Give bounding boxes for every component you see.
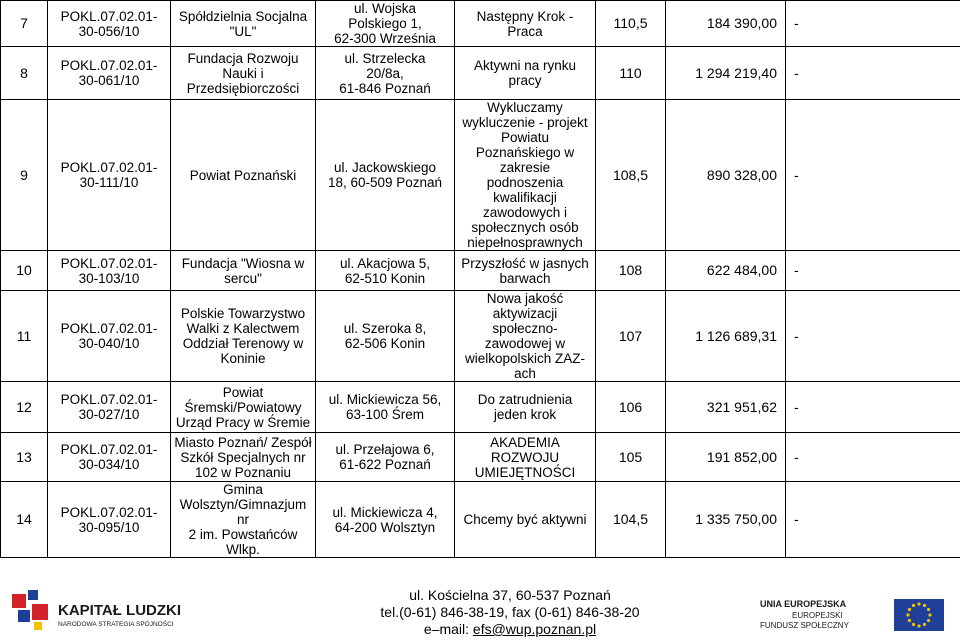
eu-flag-icon bbox=[894, 599, 944, 631]
applicant-name-line: Śremski/Powiatowy bbox=[184, 399, 302, 415]
applicant-name bbox=[171, 251, 316, 291]
project-title-line: AKADEMIA bbox=[490, 434, 560, 450]
applicant-name-line: Wolsztyn/Gimnazjum nr bbox=[179, 497, 307, 527]
project-code bbox=[48, 251, 171, 291]
project-title bbox=[455, 482, 596, 558]
footer-email-link[interactable]: efs@wup.poznan.pl bbox=[472, 621, 597, 637]
project-title bbox=[455, 1, 596, 47]
eu-star-icon bbox=[908, 619, 911, 622]
eu-logo-graphic bbox=[760, 597, 950, 633]
applicant-address-line: ul. Jackowskiego bbox=[333, 160, 437, 175]
project-code-line: 30-027/10 bbox=[78, 407, 140, 422]
eu-star-icon bbox=[912, 623, 915, 626]
row-number: 9 bbox=[1, 100, 48, 251]
eu-logo-line3: FUNDUSZ SPOŁECZNY bbox=[760, 621, 849, 630]
applicant-address bbox=[316, 251, 455, 291]
applicant-name bbox=[171, 382, 316, 433]
project-title-line: Nowa jakość bbox=[486, 291, 564, 306]
applicant-address-line: 61-622 Poznań bbox=[339, 457, 431, 472]
project-code bbox=[48, 100, 171, 251]
eu-star-icon bbox=[927, 619, 930, 622]
project-code-line: POKL.07.02.01- bbox=[60, 160, 158, 175]
eu-logo-line1: UNIA EUROPEJSKA bbox=[760, 599, 847, 609]
project-title-line: zakresie bbox=[499, 160, 551, 175]
row-number: 10 bbox=[1, 251, 48, 291]
applicant-address-line: ul. Szeroka 8, bbox=[343, 321, 427, 336]
applicant-address-line: 62-506 Konin bbox=[344, 336, 426, 351]
eu-star-icon bbox=[923, 623, 926, 626]
row-number: 14 bbox=[1, 482, 48, 558]
funding-amount: 890 328,00 bbox=[666, 100, 786, 251]
applicant-address-line: ul. Strzelecka bbox=[344, 50, 426, 66]
project-title bbox=[455, 382, 596, 433]
status-dash: - bbox=[786, 1, 960, 47]
footer-email-line bbox=[300, 621, 720, 637]
project-code-line: POKL.07.02.01- bbox=[60, 442, 158, 457]
project-title bbox=[455, 100, 596, 251]
applicant-address-line: ul. Mickiewicza 4, bbox=[332, 504, 438, 520]
project-title-line: społeczno- bbox=[492, 321, 558, 336]
applicant-name-line: Polskie Towarzystwo bbox=[180, 306, 306, 321]
funding-amount: 184 390,00 bbox=[666, 1, 786, 47]
eu-star-icon bbox=[928, 613, 931, 616]
project-title-line: Do zatrudnienia bbox=[477, 392, 573, 407]
project-code-line: 30-111/10 bbox=[79, 175, 139, 190]
project-title-line: zawodowych i bbox=[482, 205, 568, 220]
applicant-address-line: 63-100 Śrem bbox=[345, 407, 425, 422]
eu-logo-line2: EUROPEJSKI bbox=[792, 611, 843, 620]
applicant-name-line: Spółdzielnia Socjalna bbox=[178, 8, 308, 24]
status-dash: - bbox=[786, 251, 960, 291]
applicant-address-line: 62-510 Konin bbox=[344, 270, 426, 286]
applicant-address-line: Polskiego 1, bbox=[348, 16, 422, 31]
applicant-name-line: Gmina bbox=[223, 482, 263, 497]
project-code bbox=[48, 291, 171, 382]
project-code-line: POKL.07.02.01- bbox=[60, 58, 158, 73]
project-title-line: wykluczenie - projekt bbox=[462, 115, 588, 130]
applicant-name-line: 102 w Poznaniu bbox=[194, 464, 292, 480]
funding-amount: 622 484,00 bbox=[666, 251, 786, 291]
project-code bbox=[48, 433, 171, 482]
kapital-ludzki-logo bbox=[10, 588, 190, 634]
applicant-name-line: Szkół Specjalnych nr bbox=[180, 449, 306, 465]
applicant-address bbox=[316, 1, 455, 47]
applicant-address-line: ul. Przełajowa 6, bbox=[335, 442, 435, 457]
eu-star-icon bbox=[908, 608, 911, 611]
status-dash: - bbox=[786, 100, 960, 251]
project-title bbox=[455, 251, 596, 291]
applicant-name bbox=[171, 100, 316, 251]
applicant-name-line: "UL" bbox=[229, 23, 257, 39]
applicant-name bbox=[171, 482, 316, 558]
applicant-address bbox=[316, 100, 455, 251]
points-score: 105 bbox=[596, 433, 666, 482]
applicant-name-line: Powiat bbox=[222, 384, 264, 400]
table-row bbox=[1, 251, 960, 291]
project-title-line: UMIEJĘTNOŚCI bbox=[474, 464, 576, 480]
eu-star-icon bbox=[912, 604, 915, 607]
points-score: 104,5 bbox=[596, 482, 666, 558]
applicant-name bbox=[171, 1, 316, 47]
project-code bbox=[48, 482, 171, 558]
applicant-address-line: ul. Wojska bbox=[353, 1, 417, 16]
project-title bbox=[455, 47, 596, 100]
applicant-name-line: Wlkp. bbox=[226, 542, 260, 557]
project-title-line: aktywizacji bbox=[492, 306, 558, 321]
eu-star-icon bbox=[906, 613, 909, 616]
funding-amount: 1 335 750,00 bbox=[666, 482, 786, 558]
status-dash: - bbox=[786, 47, 960, 100]
table-row bbox=[1, 482, 960, 558]
project-code-line: 30-040/10 bbox=[78, 336, 140, 351]
funding-amount: 1 294 219,40 bbox=[666, 47, 786, 100]
applicant-name-line: Koninie bbox=[220, 351, 266, 366]
points-score: 110,5 bbox=[596, 1, 666, 47]
applicant-name-line: sercu" bbox=[224, 270, 262, 286]
table-row bbox=[1, 382, 960, 433]
applicant-name bbox=[171, 433, 316, 482]
project-code-line: POKL.07.02.01- bbox=[60, 504, 158, 520]
project-code-line: POKL.07.02.01- bbox=[60, 392, 158, 407]
funding-amount: 191 852,00 bbox=[666, 433, 786, 482]
funding-amount: 321 951,62 bbox=[666, 382, 786, 433]
footer-address: ul. Kościelna 37, 60-537 Poznań bbox=[409, 587, 611, 603]
applicant-address-line: ul. Mickiewicza 56, bbox=[328, 392, 442, 407]
eu-star-icon bbox=[917, 602, 920, 605]
project-title-line: Przyszłość w jasnych bbox=[461, 255, 589, 271]
project-title-line: Praca bbox=[507, 23, 543, 39]
kl-logo-subtitle: NARODOWA STRATEGIA SPÓJNOŚCI bbox=[58, 621, 174, 628]
table-row bbox=[1, 47, 960, 100]
project-code-line: POKL.07.02.01- bbox=[60, 8, 158, 24]
applicant-name-line: Oddział Terenowy w bbox=[182, 336, 304, 351]
row-number: 13 bbox=[1, 433, 48, 482]
applicant-name-line: Fundacja "Wiosna w bbox=[181, 255, 305, 271]
project-title-line: ROZWOJU bbox=[490, 449, 560, 465]
applicant-address-line: 18, 60-509 Poznań bbox=[327, 175, 443, 190]
project-title-line: wielkopolskich ZAZ- bbox=[464, 351, 586, 366]
eu-star-icon bbox=[923, 604, 926, 607]
points-score: 106 bbox=[596, 382, 666, 433]
project-code bbox=[48, 1, 171, 47]
applicant-address bbox=[316, 382, 455, 433]
eu-logo bbox=[760, 597, 950, 633]
kl-logo-title: KAPITAŁ LUDZKI bbox=[58, 602, 182, 619]
applicant-name-line: Miasto Poznań/ Zespół bbox=[174, 434, 312, 450]
row-number: 11 bbox=[1, 291, 48, 382]
applicant-name-line: 2 im. Powstańców bbox=[188, 527, 298, 542]
applicant-name-line: Nauki i bbox=[222, 65, 264, 81]
project-title-line: społecznych osób bbox=[471, 220, 579, 235]
project-title-line: Powiatu bbox=[500, 130, 550, 145]
points-score: 108 bbox=[596, 251, 666, 291]
project-title-line: Poznańskiego w bbox=[475, 145, 575, 160]
footer-phone-fax: tel.(0-61) 846-38-19, fax (0-61) 846-38-20 bbox=[380, 604, 640, 620]
status-dash: - bbox=[786, 291, 960, 382]
applicant-address-line: ul. Akacjowa 5, bbox=[339, 255, 431, 271]
applicant-address-line: 62-300 Września bbox=[334, 31, 436, 46]
project-code-line: POKL.07.02.01- bbox=[60, 321, 158, 336]
funding-amount: 1 126 689,31 bbox=[666, 291, 786, 382]
applicant-name-line: Walki z Kalectwem bbox=[186, 321, 300, 336]
applicant-address-line: 61-846 Poznań bbox=[339, 80, 431, 96]
row-number: 7 bbox=[1, 1, 48, 47]
applicant-address-line: 64-200 Wolsztyn bbox=[334, 519, 436, 535]
project-title-line: podnoszenia bbox=[486, 175, 564, 190]
applicant-address-line: 20/8a, bbox=[366, 65, 404, 81]
project-title-line: zawodowej w bbox=[484, 336, 566, 351]
table-row bbox=[1, 433, 960, 482]
table-row bbox=[1, 100, 960, 251]
points-score: 108,5 bbox=[596, 100, 666, 251]
project-title-line: Wykluczamy bbox=[487, 100, 563, 115]
points-score: 110 bbox=[596, 47, 666, 100]
project-title-line: Chcemy być aktywni bbox=[463, 512, 587, 527]
project-title-line: Następny Krok - bbox=[476, 8, 574, 24]
applicant-name bbox=[171, 47, 316, 100]
project-title-line: pracy bbox=[508, 73, 542, 88]
row-number: 8 bbox=[1, 47, 48, 100]
footer-email-label: e–mail: bbox=[423, 621, 473, 637]
applicant-address bbox=[316, 433, 455, 482]
project-code-line: 30-061/10 bbox=[78, 73, 140, 88]
status-dash: - bbox=[786, 482, 960, 558]
applicant-address bbox=[316, 482, 455, 558]
applicant-name-line: Urząd Pracy w Śremie bbox=[175, 414, 311, 430]
project-title-line: kwalifikacji bbox=[493, 190, 557, 205]
project-code-line: POKL.07.02.01- bbox=[60, 255, 158, 271]
project-code bbox=[48, 382, 171, 433]
project-title-line: Aktywni na rynku bbox=[473, 58, 577, 73]
project-title-line: jeden krok bbox=[493, 407, 557, 422]
applicant-name bbox=[171, 291, 316, 382]
project-code-line: 30-103/10 bbox=[78, 270, 140, 286]
applicant-address bbox=[316, 47, 455, 100]
table-row bbox=[1, 291, 960, 382]
eu-star-icon bbox=[917, 624, 920, 627]
status-dash: - bbox=[786, 433, 960, 482]
table-row bbox=[1, 1, 960, 47]
status-dash: - bbox=[786, 382, 960, 433]
project-title bbox=[455, 291, 596, 382]
applicant-name-line: Fundacja Rozwoju bbox=[187, 50, 299, 66]
project-code-line: 30-056/10 bbox=[78, 23, 140, 39]
project-code-line: 30-034/10 bbox=[78, 457, 140, 472]
applicant-address bbox=[316, 291, 455, 382]
eu-star-icon bbox=[927, 608, 930, 611]
projects-table-body bbox=[1, 1, 960, 558]
row-number: 12 bbox=[1, 382, 48, 433]
project-title-line: barwach bbox=[499, 270, 551, 286]
project-title bbox=[455, 433, 596, 482]
project-code-line: 30-095/10 bbox=[78, 519, 140, 535]
applicant-name-line: Przedsiębiorczości bbox=[186, 80, 300, 96]
points-score: 107 bbox=[596, 291, 666, 382]
kapital-ludzki-emblem-icon bbox=[10, 588, 190, 634]
project-title-line: niepełnosprawnych bbox=[467, 235, 583, 250]
project-code bbox=[48, 47, 171, 100]
applicant-name-line: Powiat Poznański bbox=[189, 167, 297, 183]
project-title-line: ach bbox=[514, 366, 536, 381]
